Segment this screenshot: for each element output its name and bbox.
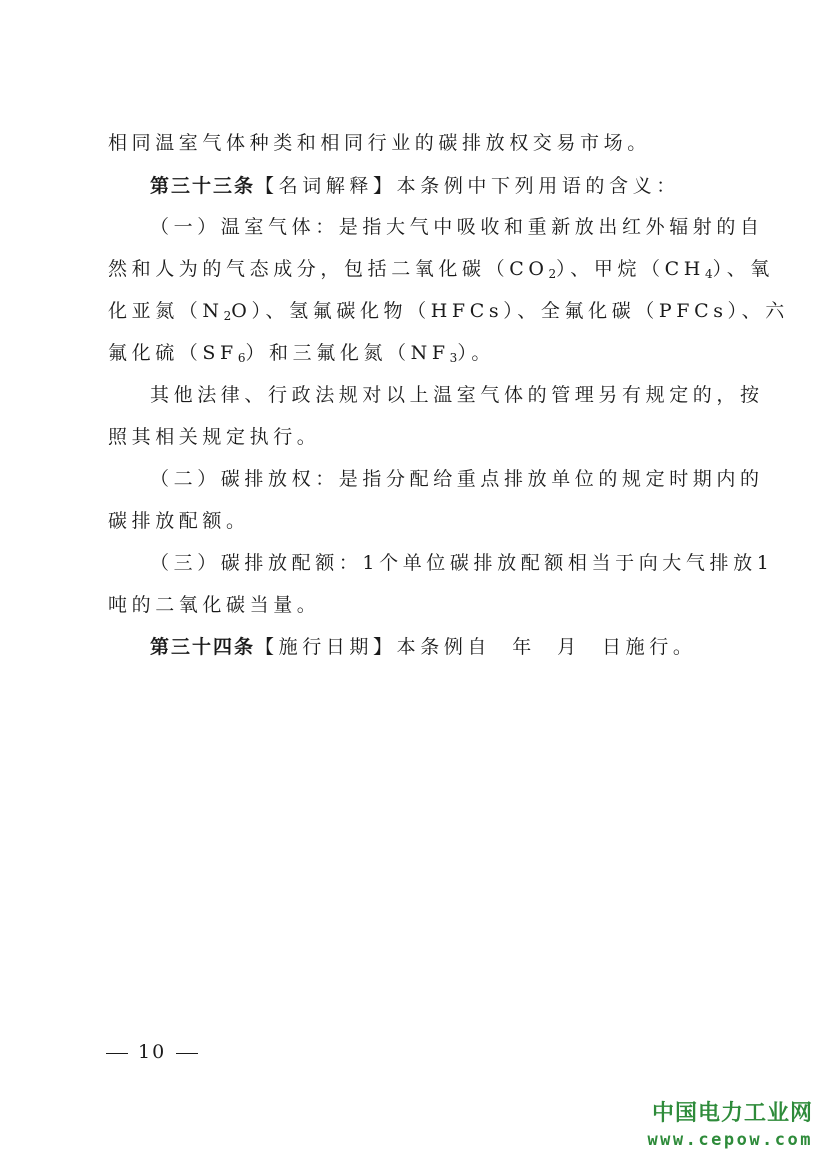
definition-3-line-1 xyxy=(150,550,827,576)
text-run: ）、甲烷（CH xyxy=(556,258,705,280)
article-34 xyxy=(150,634,827,660)
dash-left xyxy=(106,1053,128,1054)
page-footer xyxy=(106,1041,208,1063)
definition-1-line-1 xyxy=(150,214,827,240)
article-heading: 第三十三条 xyxy=(150,175,256,197)
definition-2-line-2 xyxy=(108,508,827,534)
definition-1-line-3 xyxy=(108,298,827,324)
dash-right xyxy=(176,1053,198,1054)
text-run: ）、氧 xyxy=(712,258,774,280)
subscript: 3 xyxy=(449,351,458,365)
text-line: 碳排放配额。 xyxy=(108,510,250,532)
text-line: 吨的二氧化碳当量。 xyxy=(108,594,321,616)
subscript: 4 xyxy=(704,267,713,281)
other-laws-line-2 xyxy=(108,424,827,450)
paragraph-line xyxy=(108,130,827,156)
site-watermark xyxy=(647,1100,813,1152)
text-run: 氟化硫（SF xyxy=(108,342,238,364)
page-number: 10 xyxy=(138,1041,167,1063)
subscript: 2 xyxy=(548,267,557,281)
watermark-title: 中国电力工业网 xyxy=(651,1101,813,1126)
definition-3-line-2 xyxy=(108,592,827,618)
text-line: （三）碳排放配额：1个单位碳排放配额相当于向大气排放1 xyxy=(150,552,774,574)
definition-2-line-1 xyxy=(150,466,827,492)
text-line: 相同温室气体种类和相同行业的碳排放权交易市场。 xyxy=(108,132,651,154)
text-run: 然和人为的气态成分，包括二氧化碳（CO xyxy=(108,258,549,280)
article-33 xyxy=(150,173,827,199)
text-run: O）、氢氟碳化物（HFCs）、全氟化碳（PFCs）、六 xyxy=(231,300,789,322)
definition-1-line-4 xyxy=(108,340,827,366)
other-laws-line-1 xyxy=(150,382,827,408)
subscript: 6 xyxy=(237,351,246,365)
article-heading: 第三十四条 xyxy=(150,636,256,658)
watermark-url: www.cepow.com xyxy=(647,1130,813,1150)
text-run: ）和三氟化氮（NF xyxy=(245,342,450,364)
article-term-bracket: 【施行日期】本条例自 年 月 日施行。 xyxy=(255,636,697,658)
text-line: （二）碳排放权：是指分配给重点排放单位的规定时期内的 xyxy=(150,468,764,490)
text-run: 化亚氮（N xyxy=(108,300,224,322)
text-line: （一）温室气体：是指大气中吸收和重新放出红外辐射的自 xyxy=(150,216,764,238)
subscript: 2 xyxy=(223,309,232,323)
article-term-bracket: 【名词解释】本条例中下列用语的含义： xyxy=(255,175,680,197)
text-line: 照其相关规定执行。 xyxy=(108,426,321,448)
text-run: ）。 xyxy=(457,342,496,364)
text-line: 其他法律、行政法规对以上温室气体的管理另有规定的，按 xyxy=(150,384,764,406)
definition-1-line-2 xyxy=(108,256,827,282)
